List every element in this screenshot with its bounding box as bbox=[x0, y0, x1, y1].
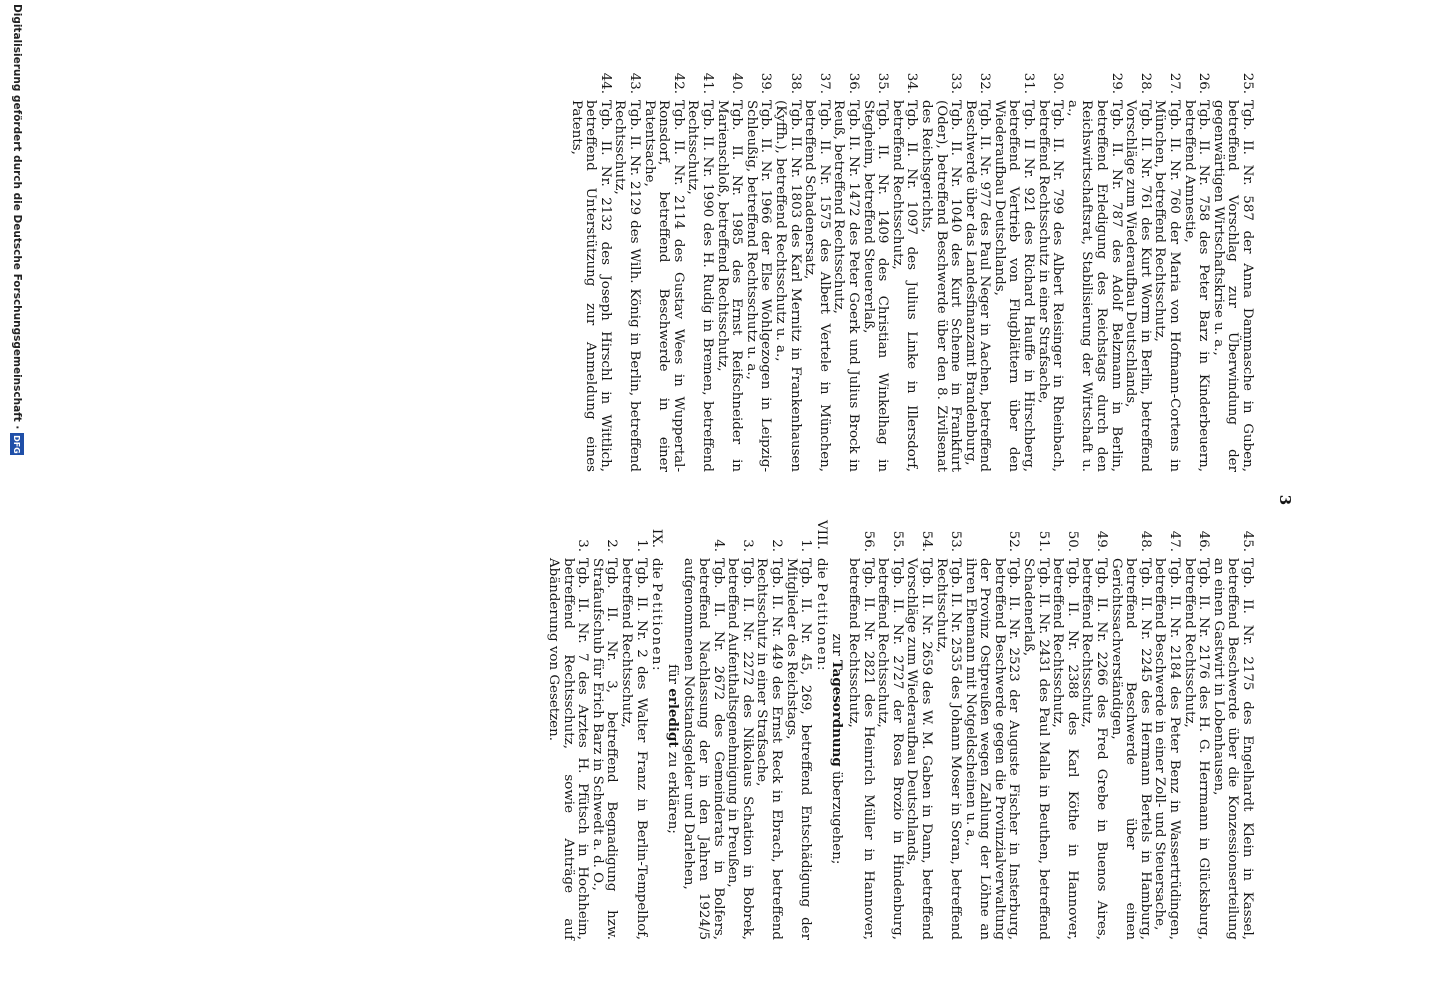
petition-entry bbox=[889, 62, 918, 472]
entry-text: Tgb. II. Nr. 1985 des Ernst Reifschneider in Marienschloß, betreffend Rechtsschutz, bbox=[714, 100, 745, 472]
entry-text: Tgb. II. Nr. 2 des Walter Franz in Berlin-Tempelhof, betreffend Rechtsschutz, bbox=[619, 558, 649, 940]
entry-text: Tgb. II. Nr. 2431 des Paul Malla in Beuthen, betreffend Schadenerlaß, bbox=[1021, 558, 1051, 940]
entry-text: Tgb. II. Nr. 2132 des Joseph Hirschl in Wittlich, betreffend Unterstützung zur Anmeldung eines Patents, bbox=[568, 100, 613, 472]
entry-text: Tgb. II. Nr. 758 des Peter Barz in Kinderbeuern, betreffend Amnestie, bbox=[1181, 100, 1212, 472]
entry-text: Tgb. II. Nr. 2727 der Rosa Brozio in Hindenburg, betreffend Rechtsschutz, bbox=[875, 558, 905, 940]
petition-entry bbox=[1108, 520, 1152, 940]
entry-text: Tgb. II. Nr. 449 des Ernst Reck in Ebrach, betreffend Rechtsschutz in einer Strafsache, bbox=[754, 558, 784, 940]
petition-entry bbox=[845, 520, 874, 940]
petition-entry bbox=[772, 62, 801, 472]
entry-number: 1. bbox=[798, 539, 814, 552]
petition-entry bbox=[933, 520, 962, 940]
entry-number: 54. bbox=[918, 530, 934, 552]
entry-number: 35. bbox=[875, 72, 891, 94]
petition-entry bbox=[802, 62, 831, 472]
petition-entry bbox=[714, 62, 743, 472]
entry-number: 44. bbox=[597, 72, 613, 94]
entry-text: Tgb. II. Nr. 2821 des Heinrich Müller in Hannover, betreffend Rechtsschutz, bbox=[845, 558, 876, 940]
left-column bbox=[568, 62, 1254, 472]
petition-entry bbox=[618, 520, 647, 940]
petition-entry bbox=[1181, 520, 1210, 940]
entry-number: 2. bbox=[604, 539, 620, 552]
entry-number: 27. bbox=[1167, 72, 1183, 94]
entry-text: Tgb. II. Nr. 1575 des Albert Vertele in München, betreffend Schadenersatz, bbox=[802, 100, 832, 472]
entries-group-c bbox=[546, 520, 648, 940]
entry-number: 34. bbox=[904, 72, 920, 94]
section-ix-lead: die bbox=[649, 558, 665, 579]
petition-entry bbox=[991, 62, 1035, 472]
petition-entry bbox=[568, 62, 612, 472]
petition-entry bbox=[904, 520, 933, 940]
entry-text: Tgb. II. Nr. 3, betreffend Begnadigung hzw. Strafaufschub für Erich Barz in Schwedt a. d. O., bbox=[589, 558, 620, 940]
entry-number: 52. bbox=[1006, 530, 1022, 552]
entry-number: 29. bbox=[1108, 72, 1124, 94]
petition-entry bbox=[546, 520, 590, 940]
petition-entry bbox=[875, 520, 904, 940]
right-column bbox=[546, 520, 1255, 940]
entry-text: Tgb. II. Nr. 2245 des Hermann Bertels in Hamburg, betreffend Beschwerde über einen Gerichtssachverständigen, bbox=[1108, 558, 1153, 940]
petition-entry bbox=[612, 62, 641, 472]
petition-entry bbox=[685, 62, 714, 472]
entry-number: 41. bbox=[700, 72, 716, 94]
petition-entry bbox=[783, 520, 812, 940]
entry-text: Tgb. II. Nr. 2184 des Peter Benz in Wassertrüdingen, betreffend Beschwerde in einer Zoll- und Steuersache, bbox=[1152, 558, 1183, 940]
entry-text: Tgb. II. Nr. 1990 des H. Rudig in Bremen, betreffend Rechtsschutz, bbox=[685, 100, 716, 472]
petition-entry bbox=[1064, 62, 1122, 472]
entry-number: 30. bbox=[1050, 72, 1066, 94]
petition-entry bbox=[962, 62, 991, 472]
entry-number: 50. bbox=[1064, 530, 1080, 552]
transfer-line bbox=[829, 520, 845, 940]
entry-text: Tgb. II. Nr. 1409 des Christian Winkelhag in Stegheim, betreffend Steuererlaß, bbox=[860, 100, 891, 472]
petition-entry bbox=[1181, 62, 1210, 472]
entry-number: 40. bbox=[729, 72, 745, 94]
entry-number: 1. bbox=[633, 539, 649, 552]
entry-number: 25. bbox=[1240, 72, 1255, 94]
dfg-logo: DFG bbox=[10, 433, 24, 455]
petition-entry bbox=[1021, 520, 1050, 940]
section-viii-lead: die bbox=[813, 558, 829, 579]
entry-text: Tgb. II. Nr. 787 des Adolf Belzmann in Berlin, betreffend Erledigung des Reichstags durch den Reichswirtschaftsrat, Stabilisierung der Wirtschaft u. a., bbox=[1064, 100, 1124, 472]
entry-text: Tgb. II. Nr. 761 des Kurt Worm in Berlin, betreffend Vorschläge zum Wiederaufbau Deutschlands, bbox=[1123, 100, 1153, 472]
entry-number: 45. bbox=[1240, 530, 1255, 552]
entry-text: Tgb. II. Nr. 1472 des Peter Goerk und Julius Brock in Reuß, betreffend Rechtsschutz, bbox=[831, 100, 861, 472]
page-number: 3 bbox=[1276, 494, 1294, 506]
petition-entry bbox=[1079, 520, 1108, 940]
entry-text: Tgb. II. Nr. 2659 des W. M. Gaben in Dann, betreffend Vorschläge zum Wiederaufbau Deutschlands, bbox=[904, 558, 934, 940]
entry-text: Tgb. II. Nr. 977 des Paul Neger in Aachen, betreffend Beschwerde über das Landesfinanzamt Brandenburg, bbox=[962, 100, 993, 472]
petition-entry bbox=[754, 520, 783, 940]
settled-line-bold: erledigt bbox=[664, 688, 681, 748]
entries-group-a bbox=[845, 520, 1254, 940]
petition-entry bbox=[1210, 520, 1254, 940]
petition-entry bbox=[831, 62, 860, 472]
entry-number: 39. bbox=[758, 72, 774, 94]
entry-text: Tgb. II. Nr. 587 der Anna Dammasche in Guben, betreffend Vorschlag zur Überwindung der gegenwärtigen Wirtschaftskrise u. a., bbox=[1210, 100, 1255, 472]
section-viii-word: Petitionen: bbox=[813, 583, 829, 672]
entry-number: 37. bbox=[816, 72, 832, 94]
petition-entry bbox=[1152, 520, 1181, 940]
entry-number: 48. bbox=[1137, 530, 1153, 552]
entry-text: Tgb. II. Nr. 1097 des Julius Linke in Illersdorf, betreffend Rechtsschutz, bbox=[889, 100, 920, 472]
entry-text: Tgb. II. Nr. 2266 des Fred Grebe in Buenos Aires, betreffend Rechtsschutz, bbox=[1079, 558, 1110, 940]
petition-entry bbox=[743, 62, 772, 472]
entry-text: Tgb. II Nr. 921 des Richard Hauffe in Hirschberg, betreffend Vertrieb von Flugblättern über den Wiederaufbau Deutschlands, bbox=[991, 100, 1037, 472]
settled-line-prefix: für bbox=[664, 664, 680, 685]
entry-number: 47. bbox=[1167, 530, 1183, 552]
section-ix-heading bbox=[649, 520, 664, 940]
entry-number: 43. bbox=[627, 72, 643, 94]
settled-line-suffix: zu erklären; bbox=[664, 751, 680, 834]
entry-number: 53. bbox=[948, 530, 964, 552]
petition-entry bbox=[1050, 520, 1079, 940]
entry-text: Tgb. II. Nr. 7 des Arztes H. Pfütsch in Hochheim, betreffend Rechtsschutz, sowie Anträge auf Abänderung von Gesetzen. bbox=[546, 558, 591, 940]
petition-entry bbox=[641, 62, 685, 472]
section-ix-word: Petitionen: bbox=[649, 583, 665, 672]
entry-text: Tgb. II. Nr. 2388 des Karl Köthe in Hannover, betreffend Rechtsschutz, bbox=[1050, 558, 1080, 940]
entry-number: 38. bbox=[787, 72, 803, 94]
entry-number: 3. bbox=[575, 539, 591, 552]
petition-entry bbox=[962, 520, 1020, 940]
petition-entry bbox=[589, 520, 618, 940]
entry-number: 32. bbox=[977, 72, 993, 94]
petition-entry bbox=[725, 520, 754, 940]
petition-entry bbox=[1152, 62, 1181, 472]
petition-entry bbox=[1210, 62, 1254, 472]
entry-number: 31. bbox=[1021, 72, 1037, 94]
entry-text: Tgb. II. Nr. 2535 des Johann Moser in Soran, betreffend Rechtsschutz, bbox=[933, 558, 964, 940]
footer-text: Digitalisierung gefördert durch die Deutsche Forschungsgemeinschaft · bbox=[11, 4, 23, 430]
petition-entry bbox=[1035, 62, 1064, 472]
entry-number: 42. bbox=[670, 72, 686, 94]
entry-text: Tgb. II. Nr. 1040 des Kurt Scheme in Frankfurt (Oder), betreffend Beschwerde über den 8. Zivilsenat des Reichsgerichts, bbox=[918, 100, 964, 472]
entry-text: Tgb. II. Nr. 799 des Albert Reisinger in Rheinbach, betreffend Rechtsschutz in einer Strafsache, bbox=[1035, 100, 1066, 472]
entry-text: Tgb. II. Nr. 760 der Maria von Hofmann-Cortens in München, betreffend Rechtsschutz, bbox=[1152, 100, 1183, 472]
entry-text: Tgb. II. Nr. 45, 269, betreffend Entschädigung der Mitglieder des Reichstags, bbox=[783, 558, 814, 940]
entry-number: 36. bbox=[845, 72, 861, 94]
entry-number: 26. bbox=[1196, 72, 1212, 94]
entry-number: 49. bbox=[1094, 530, 1110, 552]
transfer-line-bold: Tagesordnung bbox=[829, 660, 846, 767]
entry-number: 55. bbox=[889, 530, 905, 552]
entry-text: Tgb. II. Nr. 2176 des H. G. Herrmann in Glücksburg, betreffend Rechtsschutz, bbox=[1181, 558, 1212, 940]
entry-text: Tgb. II. Nr. 2272 des Nikolaus Schation in Bobrek, betreffend Aufenthaltsgenehmigung in Preußen, bbox=[725, 558, 755, 940]
petition-entry bbox=[860, 62, 889, 472]
transfer-line-prefix: zur bbox=[829, 633, 845, 656]
entries-group-b bbox=[681, 520, 812, 940]
entry-text: Tgb. II. Nr. 2175 des Engelhardt Klein in Kassel, betreffend Beschwerde über die Konzessionserteilung an einen Gastwirt in Lobenhausen, bbox=[1210, 558, 1255, 940]
entry-text: Tgb. II. Nr. 2672 des Gemeinderats in Bolfers, betreffend Nachlassung der in den Jahren 1924/5 aufgenommenen Notstandsgelder und Darlehen, bbox=[681, 558, 726, 940]
transfer-line-suffix: überzugehen; bbox=[829, 770, 845, 865]
entry-number: 2. bbox=[769, 539, 784, 552]
entry-text: Tgb. II. Nr. 1803 des Karl Mernitz in Frankenhausen (Kyffh.), betreffend Rechtsschutz u. a., bbox=[773, 100, 803, 472]
section-viii-number: VIII. bbox=[813, 520, 829, 550]
settled-line bbox=[664, 520, 680, 940]
petition-entry bbox=[1123, 62, 1152, 472]
petition-entry bbox=[918, 62, 962, 472]
entry-text: Tgb. II. Nr. 2129 des Wilh. König in Berlin, betreffend Rechtsschutz, bbox=[612, 100, 643, 472]
section-viii-heading bbox=[813, 520, 828, 940]
entry-number: 4. bbox=[710, 539, 726, 552]
entry-number: 3. bbox=[739, 539, 755, 552]
entry-number: 33. bbox=[948, 72, 964, 94]
entry-number: 46. bbox=[1196, 530, 1212, 552]
entry-number: 56. bbox=[860, 530, 876, 552]
entry-text: Tgb. II. Nr. 2114 des Gustav Wees in Wuppertal-Ronsdorf, betreffend Beschwerde in einer Patentsache, bbox=[641, 100, 686, 472]
digitization-footer bbox=[8, 0, 26, 1000]
petition-entry bbox=[681, 520, 725, 940]
entry-number: 51. bbox=[1035, 530, 1051, 552]
entry-number: 28. bbox=[1137, 72, 1153, 94]
entry-text: Tgb. II. Nr. 1966 der Else Wohlgezogen in Leipzig-Schleußig, betreffend Rechtsschutz u. a., bbox=[743, 100, 774, 472]
entry-text: Tgb. II. Nr. 2523 der Auguste Fischer in Insterburg, betreffend Beschwerde gegen die Provinzialverwaltung der Provinz Ostpreußen wegen Zahlung der Löhne an ihren Ehemann mit Notgeldscheinen u. a., bbox=[962, 558, 1022, 940]
section-ix-number: IX. bbox=[649, 528, 665, 548]
